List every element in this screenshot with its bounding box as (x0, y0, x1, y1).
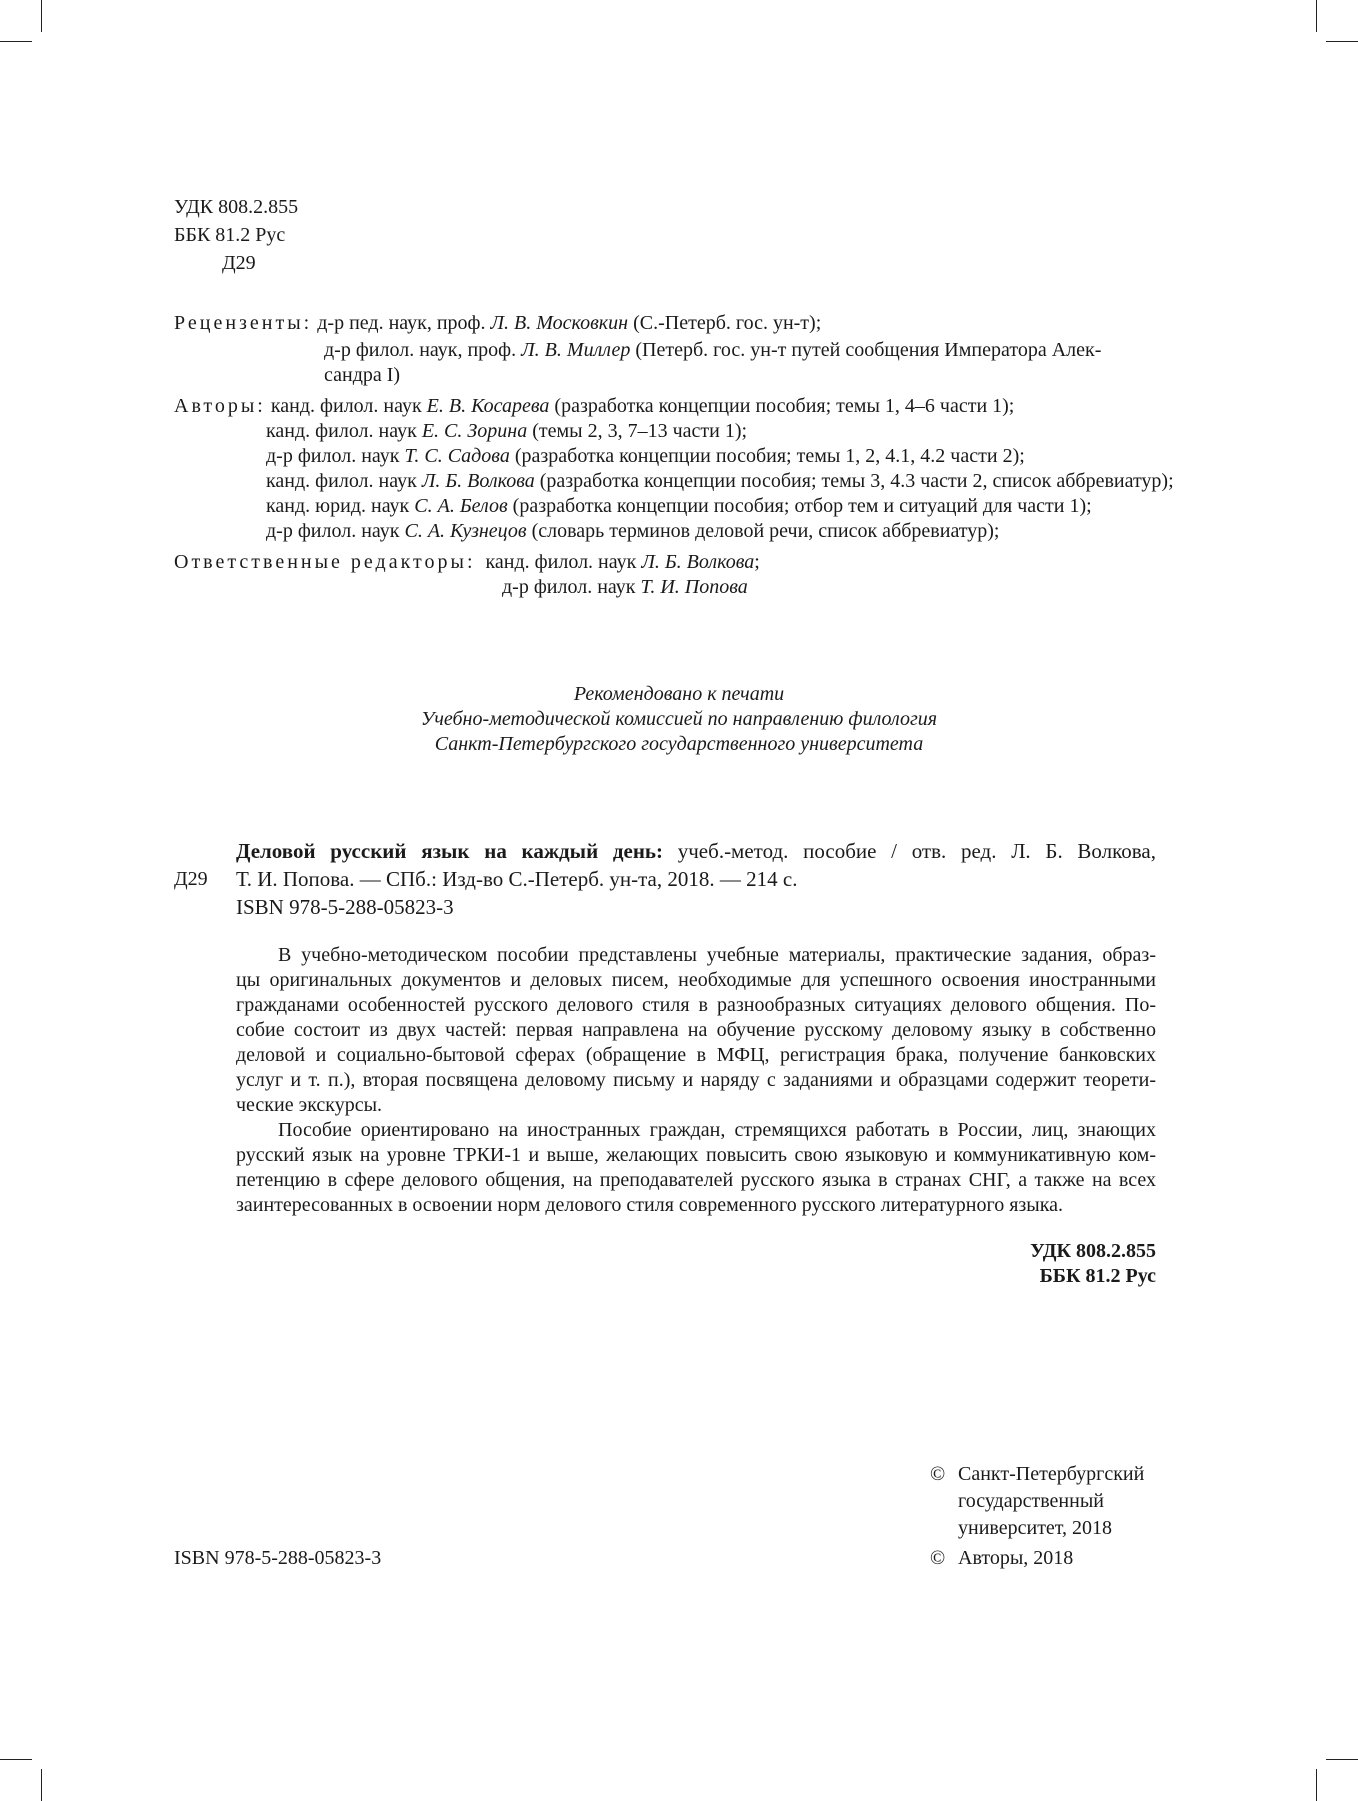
abstract-p2-line: петенцию в сфере делового общения, на преподавателей русского языка в странах СНГ, а также на всех (236, 1169, 1156, 1191)
abstract-paragraph-1 (236, 943, 1156, 1118)
abstract-p2-line: заинтересованных в освоении норм делового стиля современного русского литературного языка. (236, 1194, 1064, 1216)
author-3: д-р филол. наук Т. С. Садова (разработка концепции пособия; темы 1, 2, 4.1, 4.2 части 2); (266, 445, 1025, 467)
reviewers-label: Рецензенты: (174, 312, 313, 334)
abstract-p1-line: собие состоит из двух частей: первая направлена на обучение русскому деловому языку в собственно (236, 1019, 1156, 1041)
copyright-1-line-1: Санкт-Петербургский (958, 1463, 1145, 1485)
header-udk: УДК 808.2.855 (174, 196, 299, 218)
biblio-line-2: Т. И. Попова. — СПб.: Изд-во С.-Петерб. ун-та, 2018. — 214 с. (236, 867, 798, 891)
recommended-block (329, 682, 1029, 757)
abstract-paragraph-2 (236, 1118, 1156, 1218)
crop-mark-bottom-left-h (0, 1759, 32, 1760)
reviewers-block (174, 311, 821, 336)
crop-mark-bottom-right-h (1326, 1759, 1358, 1760)
abstract-p1-line: деловой и социально-бытовой сферах (обращение в МФЦ, регистрация брака, получение банковских (236, 1044, 1156, 1066)
editor-1: Ответственные редакторы: канд. филол. наук Л. Б. Волкова; (174, 551, 760, 573)
reviewer-2-cont: сандра I) (324, 364, 401, 386)
recommended-line-1: Рекомендовано к печати (573, 683, 785, 705)
crop-mark-top-right-v (1316, 0, 1317, 32)
copyright-1-line-3: университет, 2018 (958, 1517, 1113, 1539)
author-5: канд. юрид. наук С. А. Белов (разработка концепции пособия; отбор тем и ситуаций для части 1); (266, 495, 1092, 517)
recommended-line-3: Санкт-Петербургского государственного университета (434, 733, 924, 755)
author-1: Авторы: канд. филол. наук Е. В. Косарева (разработка концепции пособия; темы 1, 4–6 части 1); (174, 395, 1015, 417)
abstract-p1-line: цы оригинальных документов и деловых писем, необходимые для успешного освоения иностранными (236, 969, 1156, 991)
biblio-code: Д29 (174, 868, 208, 890)
editor-2: д-р филол. наук Т. И. Попова (502, 576, 748, 598)
biblio-line-1: Деловой русский язык на каждый день: учеб.-метод. пособие / отв. ред. Л. Б. Волкова, (236, 839, 1156, 863)
crop-mark-bottom-right-v (1316, 1769, 1317, 1801)
recommended-line-2: Учебно-методической комиссией по направлению филология (420, 708, 938, 730)
abstract-p1-line: услуг и т. п.), вторая посвящена деловому письму и наряду с заданиями и образцами содержит теорети- (236, 1069, 1156, 1091)
classification-udk: УДК 808.2.855 (1030, 1240, 1156, 1262)
abstract-p1-line: В учебно-методическом пособии представлены учебные материалы, практические задания, образ- (278, 944, 1156, 966)
biblio-isbn: ISBN 978-5-288-05823-3 (236, 895, 454, 919)
abstract-p1-line: ческие экскурсы. (236, 1094, 383, 1116)
author-6: д-р филол. наук С. А. Кузнецов (словарь терминов деловой речи, список аббревиатур); (266, 520, 1000, 542)
crop-mark-top-right-h (1326, 41, 1358, 42)
crop-mark-top-left-h (0, 41, 32, 42)
footer-isbn: ISBN 978-5-288-05823-3 (174, 1547, 382, 1569)
classification-bbk: ББК 81.2 Рус (1039, 1265, 1156, 1287)
author-2: канд. филол. наук Е. С. Зорина (темы 2, 3, 7–13 части 1); (266, 420, 748, 442)
authors-label: Авторы: (174, 395, 266, 417)
reviewer-2: д-р филол. наук, проф. Л. В. Миллер (Петерб. гос. ун-т путей сообщения Императора Алек- (324, 339, 1102, 361)
copyright-2: Авторы, 2018 (958, 1547, 1074, 1569)
copyright-symbol-2: © (930, 1547, 946, 1569)
abstract-p2-line: русский язык на уровне ТРКИ-1 и выше, желающих повысить свою языковую и коммуникативную ком- (236, 1144, 1156, 1166)
author-4: канд. филол. наук Л. Б. Волкова (разработка концепции пособия; темы 3, 4.3 части 2, список аббревиатур); (266, 470, 1174, 492)
crop-mark-bottom-left-v (41, 1769, 42, 1801)
abstract-p2-line: Пособие ориентировано на иностранных граждан, стремящихся работать в России, лиц, знающих (278, 1119, 1156, 1141)
abstract-p1-line: гражданами особенностей русского делового стиля в разнообразных ситуациях делового общения. По- (236, 994, 1156, 1016)
crop-mark-top-left-v (41, 0, 42, 32)
header-code: Д29 (222, 252, 256, 274)
copyright-1-line-2: государственный (958, 1490, 1104, 1512)
editors-label: Ответственные редакторы: (174, 551, 476, 573)
copyright-symbol-1: © (930, 1463, 946, 1485)
header-bbk: ББК 81.2 Рус (174, 224, 286, 246)
reviewer-1: д-р пед. наук, проф. Л. В. Московкин (С.-Петерб. гос. ун-т); (317, 312, 822, 334)
biblio-title: Деловой русский язык на каждый день: (236, 839, 664, 863)
